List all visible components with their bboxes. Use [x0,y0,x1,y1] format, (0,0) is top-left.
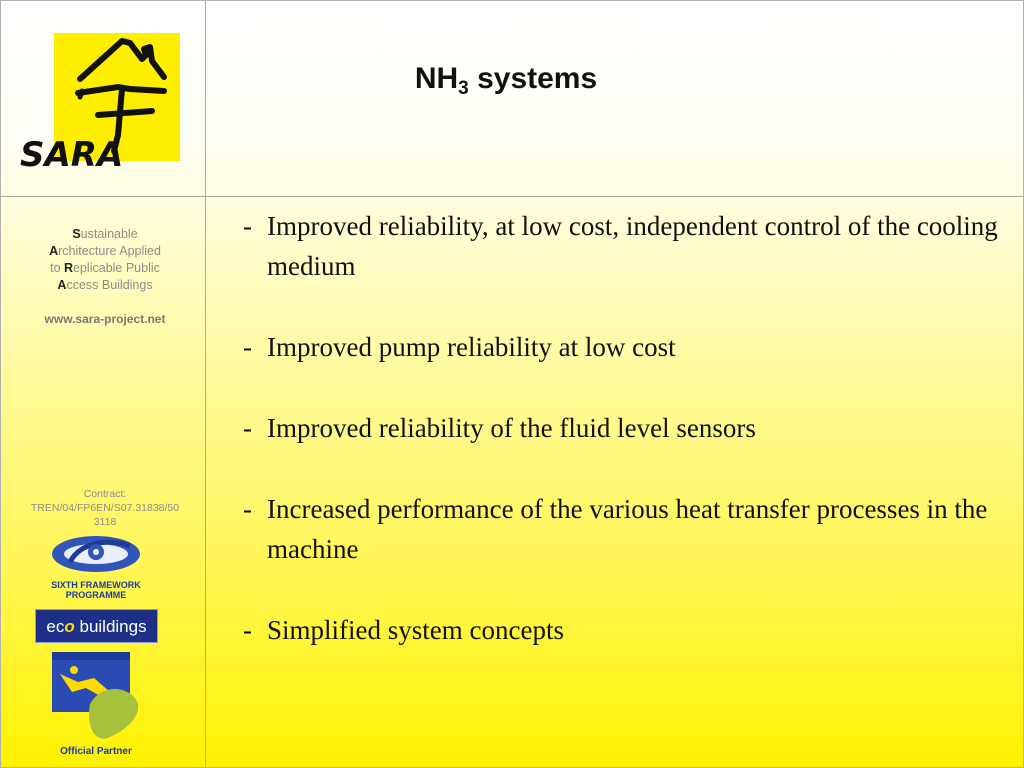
bullet-item: - Improved pump reliability at low cost [243,327,1003,367]
bullet-item: - Increased performance of the various heat transfer processes in the machine [243,489,1003,569]
contract-label: Contract: [83,488,127,500]
title-main: NH [414,62,459,95]
bullet-item: - Improved reliability of the fluid level sensors [243,408,1003,448]
seu-figure-icon [50,652,142,744]
bullet-item: - Improved reliability, at low cost, independent control of the cooling medium [243,206,1003,286]
fp6-swirl-icon [50,532,142,602]
title-subscript: 3 [458,78,469,99]
sidebar-line-2: Architecture Applied [49,244,161,258]
sara-logo [18,33,183,173]
fp6-text-line2: PROGRAMME [65,590,127,600]
bullet-item: - Simplified system concepts [243,610,1003,650]
page-title [206,62,806,99]
sixth-framework-logo [50,532,142,602]
bullet-list [243,206,1003,691]
contract-info [20,487,190,529]
official-partner-label: Official Partner [60,746,132,757]
sidebar-line-1: Sustainable [72,227,138,241]
sara-logo-text: SARA [20,135,124,173]
sara-house-tree-icon [18,33,183,173]
vertical-divider [205,0,206,768]
eco-text-pre: ec [46,617,65,636]
fp6-text-line1: SIXTH FRAMEWORK [51,580,141,590]
sidebar-line-3: to Replicable Public [50,261,160,275]
contract-number: TREN/04/FP6EN/S07.31838/50 [30,502,180,514]
eco-buildings-logo [35,609,158,643]
horizontal-divider [0,196,1024,197]
website-link[interactable]: www.sara-project.net [44,312,166,326]
sidebar-line-4: Access Buildings [57,278,153,292]
contract-number-cont: 3118 [93,516,117,528]
title-rest: systems [468,62,598,95]
eco-text-post: buildings [74,617,147,636]
eco-text-o: o [64,617,75,636]
project-description [20,226,190,328]
